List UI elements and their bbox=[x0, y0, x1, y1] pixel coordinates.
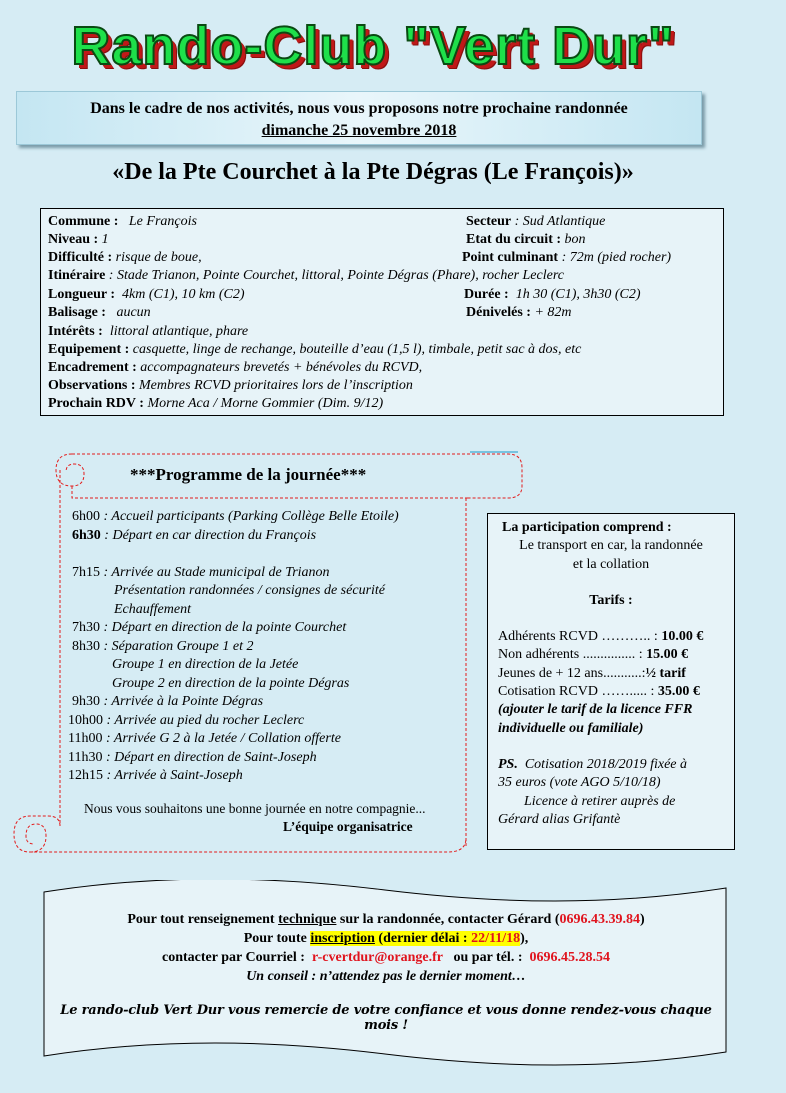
programme-list bbox=[68, 508, 399, 786]
activity: : Séparation Groupe 1 et 2 bbox=[103, 638, 254, 654]
phone-contact[interactable]: 0696.45.28.54 bbox=[529, 950, 610, 965]
encadrement-row bbox=[48, 359, 422, 377]
longueur-value: 4km (C1), 10 km (C2) bbox=[122, 287, 245, 302]
contact-line-technique bbox=[48, 910, 724, 929]
ps-note bbox=[488, 756, 734, 774]
tarif-label: Non adhérents ............... : bbox=[498, 647, 643, 663]
text: Pour toute bbox=[243, 931, 307, 946]
niveau-label: Niveau : bbox=[48, 232, 99, 247]
hike-date: dimanche 25 novembre 2018 bbox=[261, 122, 457, 139]
tarif-row bbox=[488, 665, 734, 683]
activity: Groupe 2 en direction de la pointe Dégras bbox=[112, 675, 350, 691]
participation-includes: et la collation bbox=[572, 556, 650, 572]
duree-row bbox=[464, 286, 641, 304]
activity: : Départ en direction de Saint-Joseph bbox=[105, 749, 317, 765]
rdv-label: Prochain RDV : bbox=[48, 396, 144, 411]
itineraire-value: : Stade Trianon, Pointe Courchet, littoral, Pointe Dégras (Phare), rocher Leclerc bbox=[108, 268, 564, 283]
contact-line-inscription bbox=[48, 929, 724, 948]
wish-text: Nous vous souhaitons une bonne journée en notre compagnie... bbox=[84, 801, 426, 816]
time: 8h30 bbox=[72, 638, 100, 654]
rdv-value: Morne Aca / Morne Gommier (Dim. 9/12) bbox=[147, 396, 384, 411]
participation-includes: Le transport en car, la randonnée bbox=[519, 538, 703, 554]
balisage-value: aucun bbox=[116, 305, 151, 320]
time: 6h00 bbox=[72, 509, 100, 524]
encadrement-value: accompagnateurs brevetés + bénévoles du RCVD, bbox=[140, 360, 423, 375]
difficulte-value: risque de boue, bbox=[115, 250, 202, 265]
secteur-value: : Sud Atlantique bbox=[514, 214, 606, 229]
balisage-label: Balisage : bbox=[48, 305, 106, 320]
tarif-row bbox=[488, 683, 734, 701]
email-link[interactable]: r-cvertdur@orange.fr bbox=[311, 950, 444, 965]
activity: : Départ en car direction du François bbox=[104, 527, 317, 543]
observations-row bbox=[48, 377, 413, 395]
programme-item bbox=[68, 693, 399, 712]
spacer bbox=[68, 545, 399, 564]
deadline-date: 22/11/18 bbox=[471, 931, 521, 946]
programme-item-detail bbox=[68, 656, 399, 675]
programme-item bbox=[68, 564, 399, 583]
equipement-value: casquette, linge de rechange, bouteille d’eau (1,5 l), timbale, petit sac à dos, etc bbox=[132, 342, 582, 357]
equipement-label: Equipement : bbox=[48, 342, 130, 357]
time: 11h00 bbox=[68, 731, 103, 746]
closing-message: Le rando-club Vert Dur vous remercie de votre confiance et vous donne rendez-vous chaque mois ! bbox=[60, 1003, 712, 1033]
text: sur la randonnée, contacter Gérard ( bbox=[339, 912, 560, 927]
tarif-value: ½ tarif bbox=[645, 665, 686, 681]
phone-gerard[interactable]: 0696.43.39.84 bbox=[559, 912, 640, 927]
ps-text: Licence à retirer auprès de bbox=[524, 793, 676, 809]
time: 10h00 bbox=[68, 712, 103, 728]
text: inscription bbox=[310, 931, 375, 946]
difficulte-label: Difficulté : bbox=[48, 250, 113, 265]
contact-line-email bbox=[48, 948, 724, 967]
rdv-row bbox=[48, 395, 383, 413]
observations-value: Membres RCVD prioritaires lors de l’inscription bbox=[139, 378, 413, 393]
hike-info-box bbox=[40, 208, 724, 416]
etat-row bbox=[466, 231, 586, 249]
programme-item-detail bbox=[68, 601, 399, 620]
deniveles-value: + 82m bbox=[534, 305, 572, 320]
programme-item bbox=[68, 638, 399, 657]
ps-text: Cotisation 2018/2019 fixée à bbox=[524, 756, 687, 772]
text: contacter par Courriel : bbox=[162, 950, 305, 965]
ps-label: PS. bbox=[498, 756, 518, 772]
intro-text: Dans le cadre de nos activités, nous vous proposons notre prochaine randonnée bbox=[90, 100, 628, 117]
tarif-label: Cotisation RCVD ……..... : bbox=[498, 684, 655, 700]
intro-banner bbox=[16, 91, 702, 145]
etat-label: Etat du circuit : bbox=[466, 232, 562, 247]
time: 7h15 bbox=[72, 564, 100, 580]
programme-item bbox=[68, 508, 399, 527]
programme-item bbox=[68, 712, 399, 731]
duree-label: Durée : bbox=[464, 287, 509, 302]
activity: Présentation randonnées / consignes de sécurité bbox=[114, 583, 386, 598]
tarif-label: Jeunes de + 12 ans...........: bbox=[498, 665, 646, 681]
tarifs-box bbox=[487, 513, 735, 850]
hike-title: «De la Pte Courchet à la Pte Dégras (Le François)» bbox=[112, 159, 634, 185]
duree-value: 1h 30 (C1), 3h30 (C2) bbox=[515, 287, 641, 302]
tarif-row bbox=[488, 628, 734, 646]
text: ) bbox=[640, 912, 645, 927]
itineraire-row bbox=[48, 267, 564, 285]
text: technique bbox=[278, 912, 337, 927]
licence-note: individuelle ou familiale) bbox=[498, 720, 644, 736]
activity: Groupe 1 en direction de la Jetée bbox=[112, 657, 299, 672]
deniveles-label: Dénivelés : bbox=[466, 305, 531, 320]
commune-row bbox=[48, 213, 197, 231]
difficulte-row bbox=[48, 249, 202, 267]
programme-heading: ***Programme de la journée*** bbox=[130, 465, 367, 484]
deniveles-row bbox=[466, 304, 572, 322]
encadrement-label: Encadrement : bbox=[48, 360, 137, 375]
interets-row bbox=[48, 323, 248, 341]
secteur-label: Secteur bbox=[466, 214, 512, 229]
time: 6h30 bbox=[72, 527, 101, 543]
club-title: Rando-Club "Vert Dur" bbox=[71, 16, 675, 76]
licence-note: (ajouter le tarif de la licence FFR bbox=[498, 702, 693, 718]
equipement-row bbox=[48, 341, 581, 359]
ps-text: 35 euros (vote AGO 5/10/18) bbox=[498, 775, 661, 791]
niveau-row bbox=[48, 231, 109, 249]
participation-heading: La participation comprend : bbox=[502, 520, 672, 535]
time: 7h30 bbox=[72, 620, 100, 635]
commune-label: Commune : bbox=[48, 214, 119, 229]
programme-item-detail bbox=[68, 675, 399, 694]
interets-value: littoral atlantique, phare bbox=[109, 324, 249, 339]
activity: : Arrivée au Stade municipal de Trianon bbox=[103, 564, 330, 580]
programme-item bbox=[68, 767, 399, 786]
balisage-row bbox=[48, 304, 151, 322]
time: 9h30 bbox=[72, 694, 100, 709]
point-label: Point culminant bbox=[462, 250, 559, 265]
team-signature: L’équipe organisatrice bbox=[283, 819, 413, 834]
programme-item bbox=[68, 730, 399, 749]
itineraire-label: Itinéraire bbox=[48, 268, 106, 283]
programme-item-detail bbox=[68, 582, 399, 601]
activity: : Arrivée au pied du rocher Leclerc bbox=[106, 712, 305, 728]
time: 11h30 bbox=[68, 749, 103, 765]
point-culminant-row bbox=[462, 249, 671, 267]
activity: : Arrivée G 2 à la Jetée / Collation offerte bbox=[105, 731, 341, 746]
niveau-value: 1 bbox=[101, 232, 109, 247]
tarifs-heading: Tarifs : bbox=[589, 592, 633, 608]
activity: Echauffement bbox=[114, 601, 191, 617]
programme-item bbox=[68, 619, 399, 638]
activity: : Arrivée à Saint-Joseph bbox=[106, 768, 243, 783]
tarif-value: 10.00 € bbox=[661, 629, 704, 645]
activity: : Départ en direction de la pointe Courchet bbox=[103, 620, 347, 635]
text: (dernier délai : bbox=[378, 931, 468, 946]
observations-label: Observations : bbox=[48, 378, 136, 393]
commune-value: Le François bbox=[128, 214, 197, 229]
activity: : Arrivée à la Pointe Dégras bbox=[103, 694, 264, 709]
interets-label: Intérêts : bbox=[48, 324, 103, 339]
secteur-row bbox=[466, 213, 605, 231]
text: ), bbox=[520, 931, 529, 946]
tarif-label: Adhérents RCVD ……….. : bbox=[498, 629, 658, 645]
tarif-row bbox=[488, 646, 734, 664]
programme-item bbox=[68, 749, 399, 768]
text: ou par tél. : bbox=[453, 950, 523, 965]
tarif-value: 35.00 € bbox=[657, 684, 700, 700]
advice-line: Un conseil : n’attendez pas le dernier moment… bbox=[246, 969, 526, 984]
time: 12h15 bbox=[68, 768, 103, 783]
longueur-label: Longueur : bbox=[48, 287, 116, 302]
etat-value: bon bbox=[564, 232, 586, 247]
contact-text bbox=[48, 910, 724, 986]
activity: : Accueil participants (Parking Collège Belle Etoile) bbox=[103, 509, 399, 524]
point-value: : 72m (pied rocher) bbox=[561, 250, 672, 265]
text: Pour tout renseignement bbox=[127, 912, 275, 927]
tarif-value: 15.00 € bbox=[646, 647, 689, 663]
ps-text: Gérard alias Grifantè bbox=[498, 811, 621, 827]
longueur-row bbox=[48, 286, 245, 304]
programme-item bbox=[68, 527, 399, 546]
